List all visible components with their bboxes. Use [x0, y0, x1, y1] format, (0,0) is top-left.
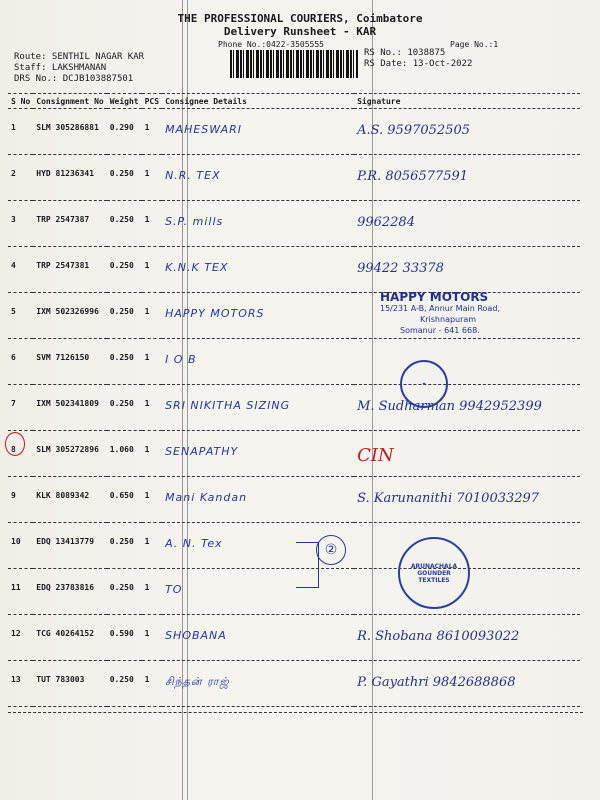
row-consignee: [162, 109, 354, 155]
arunachala-stamp: ARUNACHALA GOUNDER TEXTILES: [398, 537, 470, 609]
iob-round-stamp: ✦: [400, 360, 448, 408]
row-weight: 0.250: [107, 523, 142, 569]
table-row: [8, 339, 580, 385]
handwritten-consignee: I O B: [165, 353, 197, 366]
row-signature: [354, 385, 580, 431]
row-weight: 0.250: [107, 385, 142, 431]
bottom-rule: [8, 712, 583, 713]
row-weight: 0.250: [107, 155, 142, 201]
row-pcs: 1: [142, 661, 162, 707]
col-pcs: PCS: [142, 94, 162, 109]
row-consignment: IXM 502326996: [33, 293, 106, 339]
handwritten-consignee: N.R. TEX: [165, 169, 221, 182]
col-weight: Weight: [107, 94, 142, 109]
stamp-name: HAPPY MOTORS: [380, 290, 489, 304]
count-annotation: ②: [316, 535, 346, 565]
row-consignment: EDQ 13413779: [33, 523, 106, 569]
row-signature: [354, 247, 580, 293]
row-consignee: [162, 247, 354, 293]
row-consignment: SVM 7126150: [33, 339, 106, 385]
row-consignment: TCG 40264152: [33, 615, 106, 661]
table-row: [8, 431, 580, 477]
table-row: [8, 109, 580, 155]
row-sno: 6: [8, 339, 33, 385]
handwritten-consignee: S.P. mills: [165, 215, 224, 228]
stamp-address-1: 15/231 A-B, Annur Main Road,: [380, 304, 500, 313]
row-signature: [354, 615, 580, 661]
row-weight: 0.250: [107, 247, 142, 293]
table-row: [8, 569, 580, 615]
row-weight: 0.650: [107, 477, 142, 523]
table-row: [8, 247, 580, 293]
row-pcs: 1: [142, 155, 162, 201]
handwritten-signature: P. Gayathri 9842688868: [357, 675, 516, 690]
row-weight: 1.060: [107, 431, 142, 477]
handwritten-signature: S. Karunanithi 7010033297: [357, 491, 540, 506]
row-consignment: TRP 2547387: [33, 201, 106, 247]
row-pcs: 1: [142, 569, 162, 615]
handwritten-signature: M. Sudharman 9942952399: [357, 399, 542, 414]
handwritten-signature: A.S. 9597052505: [357, 123, 470, 138]
row-sno: 13: [8, 661, 33, 707]
row-sno: 1: [8, 109, 33, 155]
rs-number: RS No.: 1038875: [364, 48, 446, 58]
row-consignment: IXM 502341809: [33, 385, 106, 431]
row-consignee: [162, 431, 354, 477]
row-weight: 0.250: [107, 569, 142, 615]
handwritten-consignee: சிந்தன் ராஜ்: [165, 675, 230, 688]
row-consignment: TRP 2547381: [33, 247, 106, 293]
handwritten-consignee: HAPPY MOTORS: [165, 307, 265, 320]
row-weight: 0.590: [107, 615, 142, 661]
route: Route: SENTHIL NAGAR KAR: [14, 52, 145, 62]
row-sno: 4: [8, 247, 33, 293]
handwritten-consignee: K.N.K TEX: [165, 261, 229, 274]
row-consignee: [162, 339, 354, 385]
row-consignee: [162, 477, 354, 523]
row-pcs: 1: [142, 293, 162, 339]
row-consignment: SLM 305286881: [33, 109, 106, 155]
row-pcs: 1: [142, 201, 162, 247]
company-title: THE PROFESSIONAL COURIERS, Coimbatore: [177, 12, 423, 25]
happy-motors-stamp: [380, 292, 500, 336]
row-sno: 3: [8, 201, 33, 247]
row-consignee: [162, 569, 354, 615]
row-pcs: 1: [142, 477, 162, 523]
route-details: [14, 52, 144, 85]
bracket-annotation: [296, 542, 319, 588]
row-pcs: 1: [142, 339, 162, 385]
table-row: [8, 661, 580, 707]
col-signature: Signature: [354, 94, 580, 109]
row-sno: 5: [8, 293, 33, 339]
rs-details: [364, 48, 472, 70]
row-weight: 0.250: [107, 201, 142, 247]
row-consignee: [162, 615, 354, 661]
row-consignee: [162, 385, 354, 431]
row-pcs: 1: [142, 523, 162, 569]
handwritten-consignee: Mani Kandan: [165, 491, 248, 504]
row-pcs: 1: [142, 109, 162, 155]
row-sno: 9: [8, 477, 33, 523]
handwritten-signature: 9962284: [357, 215, 415, 230]
row-pcs: 1: [142, 247, 162, 293]
runsheet-table: [8, 93, 580, 707]
row-consignment: TUT 783003: [33, 661, 106, 707]
row-weight: 0.250: [107, 661, 142, 707]
handwritten-signature: 99422 33378: [357, 261, 444, 276]
handwritten-consignee: A. N. Tex: [165, 537, 223, 550]
rs-date: RS Date: 13-Oct-2022: [364, 59, 473, 69]
row-consignee: [162, 293, 354, 339]
row-consignee: [162, 155, 354, 201]
table-row: [8, 477, 580, 523]
staff: Staff: LAKSHMANAN: [14, 63, 107, 73]
row-sno: 12: [8, 615, 33, 661]
row-signature: [354, 661, 580, 707]
row-consignee: [162, 661, 354, 707]
table-header-row: [8, 94, 580, 109]
barcode-image: [230, 50, 358, 78]
stamp-address-2: Krishnapuram: [420, 315, 477, 324]
drs-number: DRS No.: DCJB103887501: [14, 74, 134, 84]
col-consignee: Consignee Details: [162, 94, 354, 109]
row-sno: 7: [8, 385, 33, 431]
row-weight: 0.290: [107, 109, 142, 155]
row-sno: 2: [8, 155, 33, 201]
row-weight: 0.250: [107, 339, 142, 385]
table-row: [8, 385, 580, 431]
row-signature: [354, 109, 580, 155]
table-row: [8, 155, 580, 201]
row-sno: 10: [8, 523, 33, 569]
handwritten-consignee: SENAPATHY: [165, 445, 239, 458]
row-consignee: [162, 201, 354, 247]
table-row: [8, 615, 580, 661]
runsheet-title: [0, 12, 600, 38]
table-row: [8, 201, 580, 247]
row-pcs: 1: [142, 615, 162, 661]
row-signature: [354, 431, 580, 477]
page-number: Page No.:1: [450, 40, 499, 49]
row-signature: [354, 339, 580, 385]
handwritten-consignee: MAHESWARI: [165, 123, 243, 136]
row-pcs: 1: [142, 431, 162, 477]
row-sno: 8: [8, 431, 33, 477]
col-consignment: Consignment No: [33, 94, 106, 109]
row-signature: [354, 201, 580, 247]
row-consignment: KLK 8089342: [33, 477, 106, 523]
row-sno: 11: [8, 569, 33, 615]
stamp-address-3: Somanur - 641 668.: [400, 326, 480, 335]
runsheet-subtitle: Delivery Runsheet - KAR: [223, 25, 377, 38]
row-weight: 0.250: [107, 293, 142, 339]
handwritten-consignee: TO: [165, 583, 183, 596]
handwritten-signature: CIN: [357, 445, 394, 466]
row-signature: [354, 477, 580, 523]
row-pcs: 1: [142, 385, 162, 431]
row-consignment: EDQ 23783816: [33, 569, 106, 615]
col-sno: S No: [8, 94, 33, 109]
row-signature: [354, 155, 580, 201]
row-consignment: HYD 81236341: [33, 155, 106, 201]
row-consignment: SLM 305272896: [33, 431, 106, 477]
handwritten-consignee: SRI NIKITHA SIZING: [165, 399, 291, 412]
table-row: [8, 523, 580, 569]
red-ink-circle: [5, 432, 25, 456]
handwritten-signature: P.R. 8056577591: [357, 169, 469, 184]
phone-number: Phone No.:0422-3505555: [218, 40, 324, 49]
handwritten-signature: R. Shobana 8610093022: [357, 629, 520, 644]
handwritten-consignee: SHOBANA: [165, 629, 227, 642]
